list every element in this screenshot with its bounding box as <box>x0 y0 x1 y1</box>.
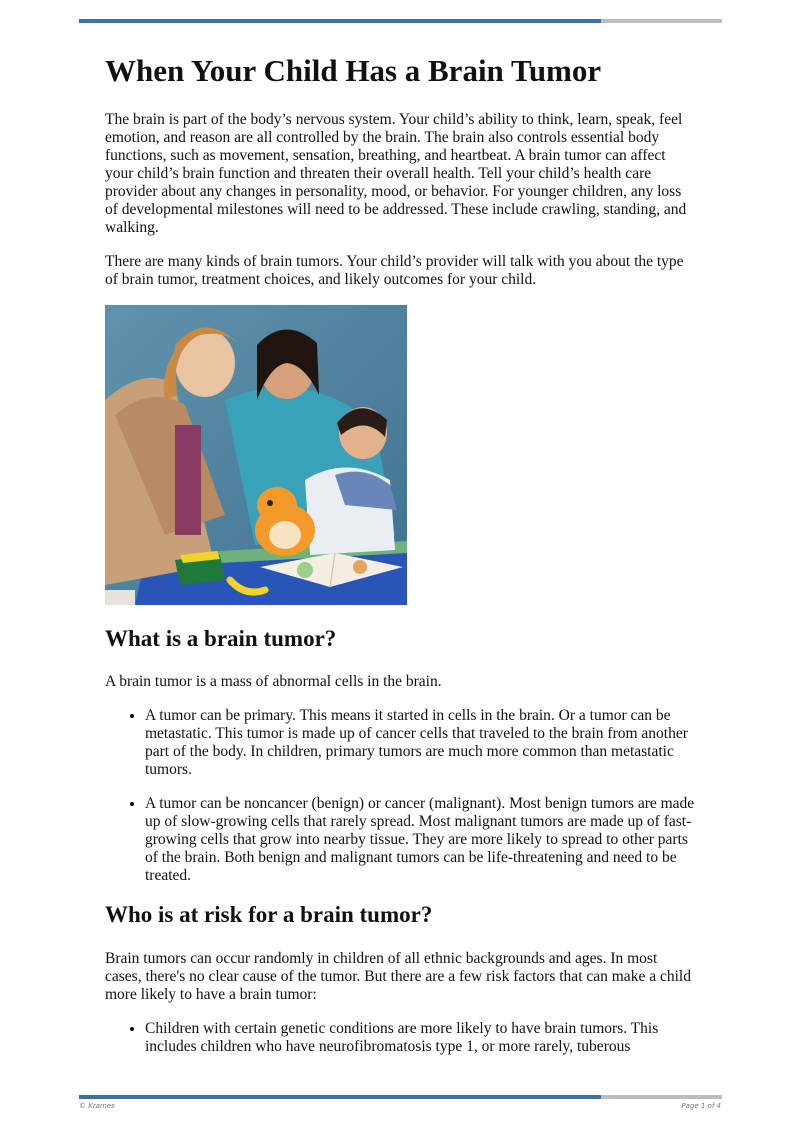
list-item: • A tumor can be noncancer (benign) or cancer (malignant). Most benign tumors are made up of slow-growing cells that rarely spread. Most malignant tumors are made up of fast-growing cells that grow into nearby tissue. They are more likely to spread to other parts of the brain. Both benign and malignant tumors can be life-threatening and need to be treated. <box>145 795 695 885</box>
intro-paragraph-1: The brain is part of the body’s nervous system. Your child’s ability to think, learn, speak, feel emotion, and reason are all controlled by the brain. The brain also controls essential body functions, such as movement, sensation, breathing, and heartbeat. A brain tumor can affect your child’s brain function and threaten their overall health. Tell your child’s health care provider about any changes in personality, mood, or behavior. For younger children, any loss of developmental milestones will need to be addressed. These include crawling, standing, and walking. <box>105 111 687 237</box>
header-rule <box>79 19 722 23</box>
bullet-list-risk <box>105 1020 695 1056</box>
section-intro-what-is: A brain tumor is a mass of abnormal cells in the brain. <box>105 672 442 690</box>
bullet-list-what-is <box>105 707 695 885</box>
footer-rule <box>79 1095 722 1099</box>
footer-rule-secondary <box>601 1095 722 1099</box>
header-rule-secondary <box>601 19 722 23</box>
intro-paragraph-2: There are many kinds of brain tumors. Your child’s provider will talk with you about the type of brain tumor, treatment choices, and likely outcomes for your child. <box>105 253 684 289</box>
footer-copyright: © Krames <box>79 1102 115 1110</box>
footer-rule-accent <box>79 1095 601 1099</box>
list-item: • A tumor can be primary. This means it started in cells in the brain. Or a tumor can be metastatic. This tumor is made up of cancer cells that traveled to the brain from another part of the body. In children, primary tumors are much more common than metastatic tumors. <box>145 707 695 779</box>
family-photo-illustration <box>105 305 407 605</box>
page-title: When Your Child Has a Brain Tumor <box>105 53 602 88</box>
header-rule-accent <box>79 19 601 23</box>
family-photo <box>105 305 407 605</box>
section-intro-risk: Brain tumors can occur randomly in children of all ethnic backgrounds and ages. In most cases, there's no clear cause of the tumor. But there are a few risk factors that can make a child more likely to have a brain tumor: <box>105 950 691 1004</box>
footer-page-number: Page 1 of 4 <box>681 1102 721 1110</box>
document-body <box>105 52 695 1072</box>
section-heading-risk: Who is at risk for a brain tumor? <box>105 901 433 927</box>
list-item: • Children with certain genetic conditions are more likely to have brain tumors. This includes children who have neurofibromatosis type 1, or more rarely, tuberous <box>145 1020 695 1056</box>
section-heading-what-is: What is a brain tumor? <box>105 626 337 652</box>
